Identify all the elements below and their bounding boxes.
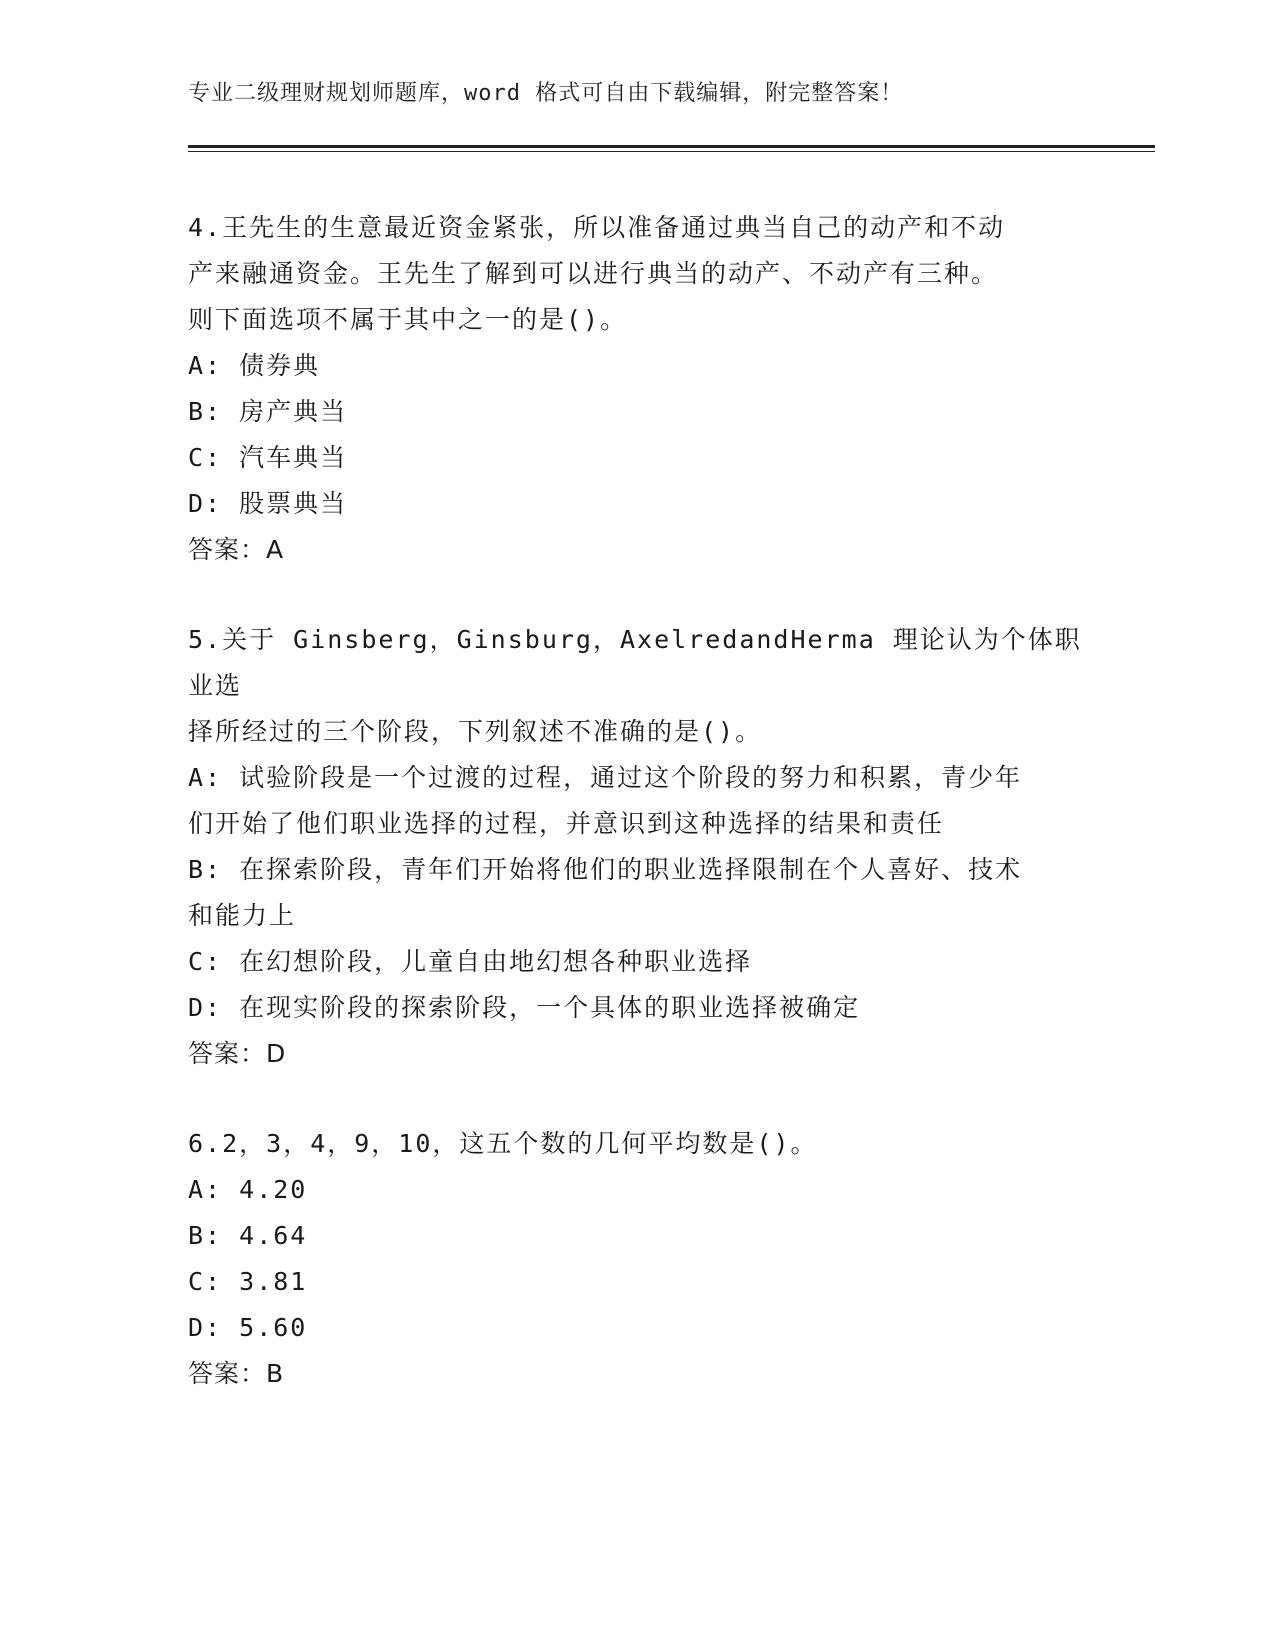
question-stem-line: 产来融通资金。王先生了解到可以进行典当的动产、不动产有三种。 — [188, 259, 999, 288]
answer-line: 答案：A — [188, 535, 285, 564]
question-6 — [188, 1121, 1088, 1397]
question-stem-line: 则下面选项不属于其中之一的是()。 — [188, 305, 628, 334]
option-d: D: 在现实阶段的探索阶段，一个具体的职业选择被确定 — [188, 993, 861, 1022]
question-5 — [188, 617, 1088, 1077]
question-stem-line: 择所经过的三个阶段，下列叙述不准确的是()。 — [188, 717, 763, 746]
question-stem-line: 6.2，3，4，9，10，这五个数的几何平均数是()。 — [188, 1129, 818, 1158]
option-b: B: 房产典当 — [188, 397, 348, 426]
header-divider-thin — [188, 151, 1155, 152]
header-divider-thick — [188, 145, 1155, 148]
question-stem-line: 5.关于 Ginsberg，Ginsburg，AxelredandHerma 理论认为个体职业选 — [188, 625, 1082, 700]
question-stem-line: 4.王先生的生意最近资金紧张，所以准备通过典当自己的动产和不动 — [188, 213, 1006, 242]
option-d: D: 股票典当 — [188, 489, 348, 518]
option-a: A: 4.20 — [188, 1175, 308, 1204]
option-c: C: 3.81 — [188, 1267, 308, 1296]
question-4 — [188, 205, 1088, 573]
option-a: A: 债券典 — [188, 351, 321, 380]
option-b: B: 4.64 — [188, 1221, 308, 1250]
page-header: 专业二级理财规划师题库，word 格式可自由下载编辑，附完整答案！ — [188, 81, 904, 106]
option-c: C: 汽车典当 — [188, 443, 348, 472]
option-a-continued: 们开始了他们职业选择的过程，并意识到这种选择的结果和责任 — [188, 809, 945, 838]
option-b: B: 在探索阶段，青年们开始将他们的职业选择限制在个人喜好、技术 — [188, 855, 1023, 884]
option-d: D: 5.60 — [188, 1313, 308, 1342]
answer-line: 答案：D — [188, 1039, 287, 1068]
question-list — [188, 205, 1088, 1441]
option-b-continued: 和能力上 — [188, 901, 297, 930]
option-a: A: 试验阶段是一个过渡的过程，通过这个阶段的努力和积累，青少年 — [188, 763, 1023, 792]
option-c: C: 在幻想阶段，儿童自由地幻想各种职业选择 — [188, 947, 753, 976]
answer-line: 答案：B — [188, 1359, 285, 1388]
